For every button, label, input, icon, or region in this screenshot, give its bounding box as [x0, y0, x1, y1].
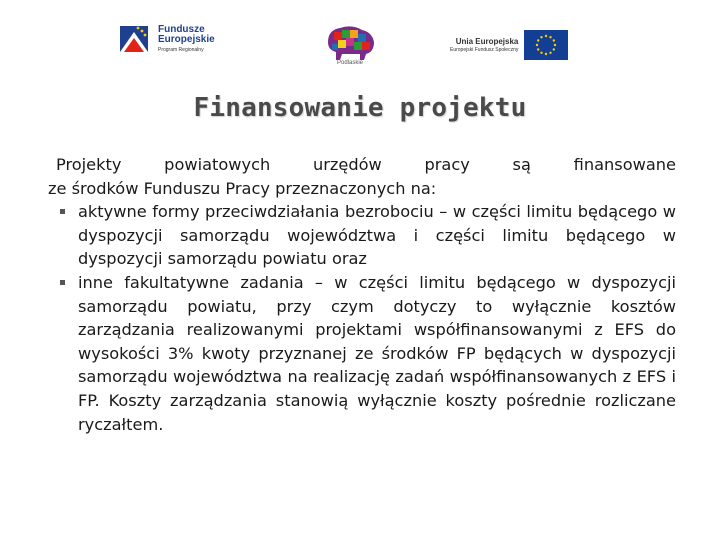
podlaskie-logo: [322, 22, 378, 66]
fundusze-europejskie-icon: [118, 22, 152, 56]
eu-logo: [450, 30, 568, 60]
bison-mosaic-icon: [322, 22, 378, 62]
intro-line-1: Projekty powiatowych urzędów pracy są finansowane: [56, 155, 676, 174]
intro-line-2: ze środków Funduszu Pracy przeznaczonych na:: [48, 178, 437, 198]
slide-body: [48, 153, 676, 436]
eu-line-2: Europejski Fundusz Społeczny: [450, 46, 519, 53]
funds-line-3: Program Regionalny: [158, 46, 204, 53]
fundusze-europejskie-logo: [118, 22, 215, 56]
page-title: Finansowanie projektu: [193, 93, 527, 123]
funds-line-1: Fundusze: [158, 23, 205, 35]
bullet-text-1: aktywne formy przeciwdziałania bezrobociu – w części limitu będącego w dyspozycji samorządu województwa i części limitu będącego w dyspozycji samorządu powiatu oraz: [78, 202, 676, 269]
logo-bar: [0, 22, 720, 72]
bullet-icon: [60, 209, 65, 214]
funds-line-2: Europejskie: [158, 34, 215, 46]
podlaskie-label: Podlaskie: [336, 60, 363, 66]
intro-paragraph: [48, 153, 676, 200]
bullet-text-2: inne fakultatywne zadania – w części limitu będącego w dyspozycji samorządu powiatu, przy czym dotyczy to wyłącznie kosztów zarządzania realizowanymi projektami współfinansowanymi z EFS do wysokości 3% kwoty przyznanej ze środków FP będących w dyspozycji samorządu województwa na realizację zadań współfinansowanych z EFS i FP. Koszty zarządzania stanowią wyłącznie koszty pośrednie rozliczane ryczałtem.: [78, 272, 676, 434]
eu-flag-icon: [524, 30, 568, 60]
bullet-list: [48, 200, 676, 436]
eu-line-1: Unia Europejska: [455, 37, 519, 47]
list-item: [48, 200, 676, 271]
bullet-icon: [60, 280, 65, 285]
list-item: [48, 271, 676, 436]
